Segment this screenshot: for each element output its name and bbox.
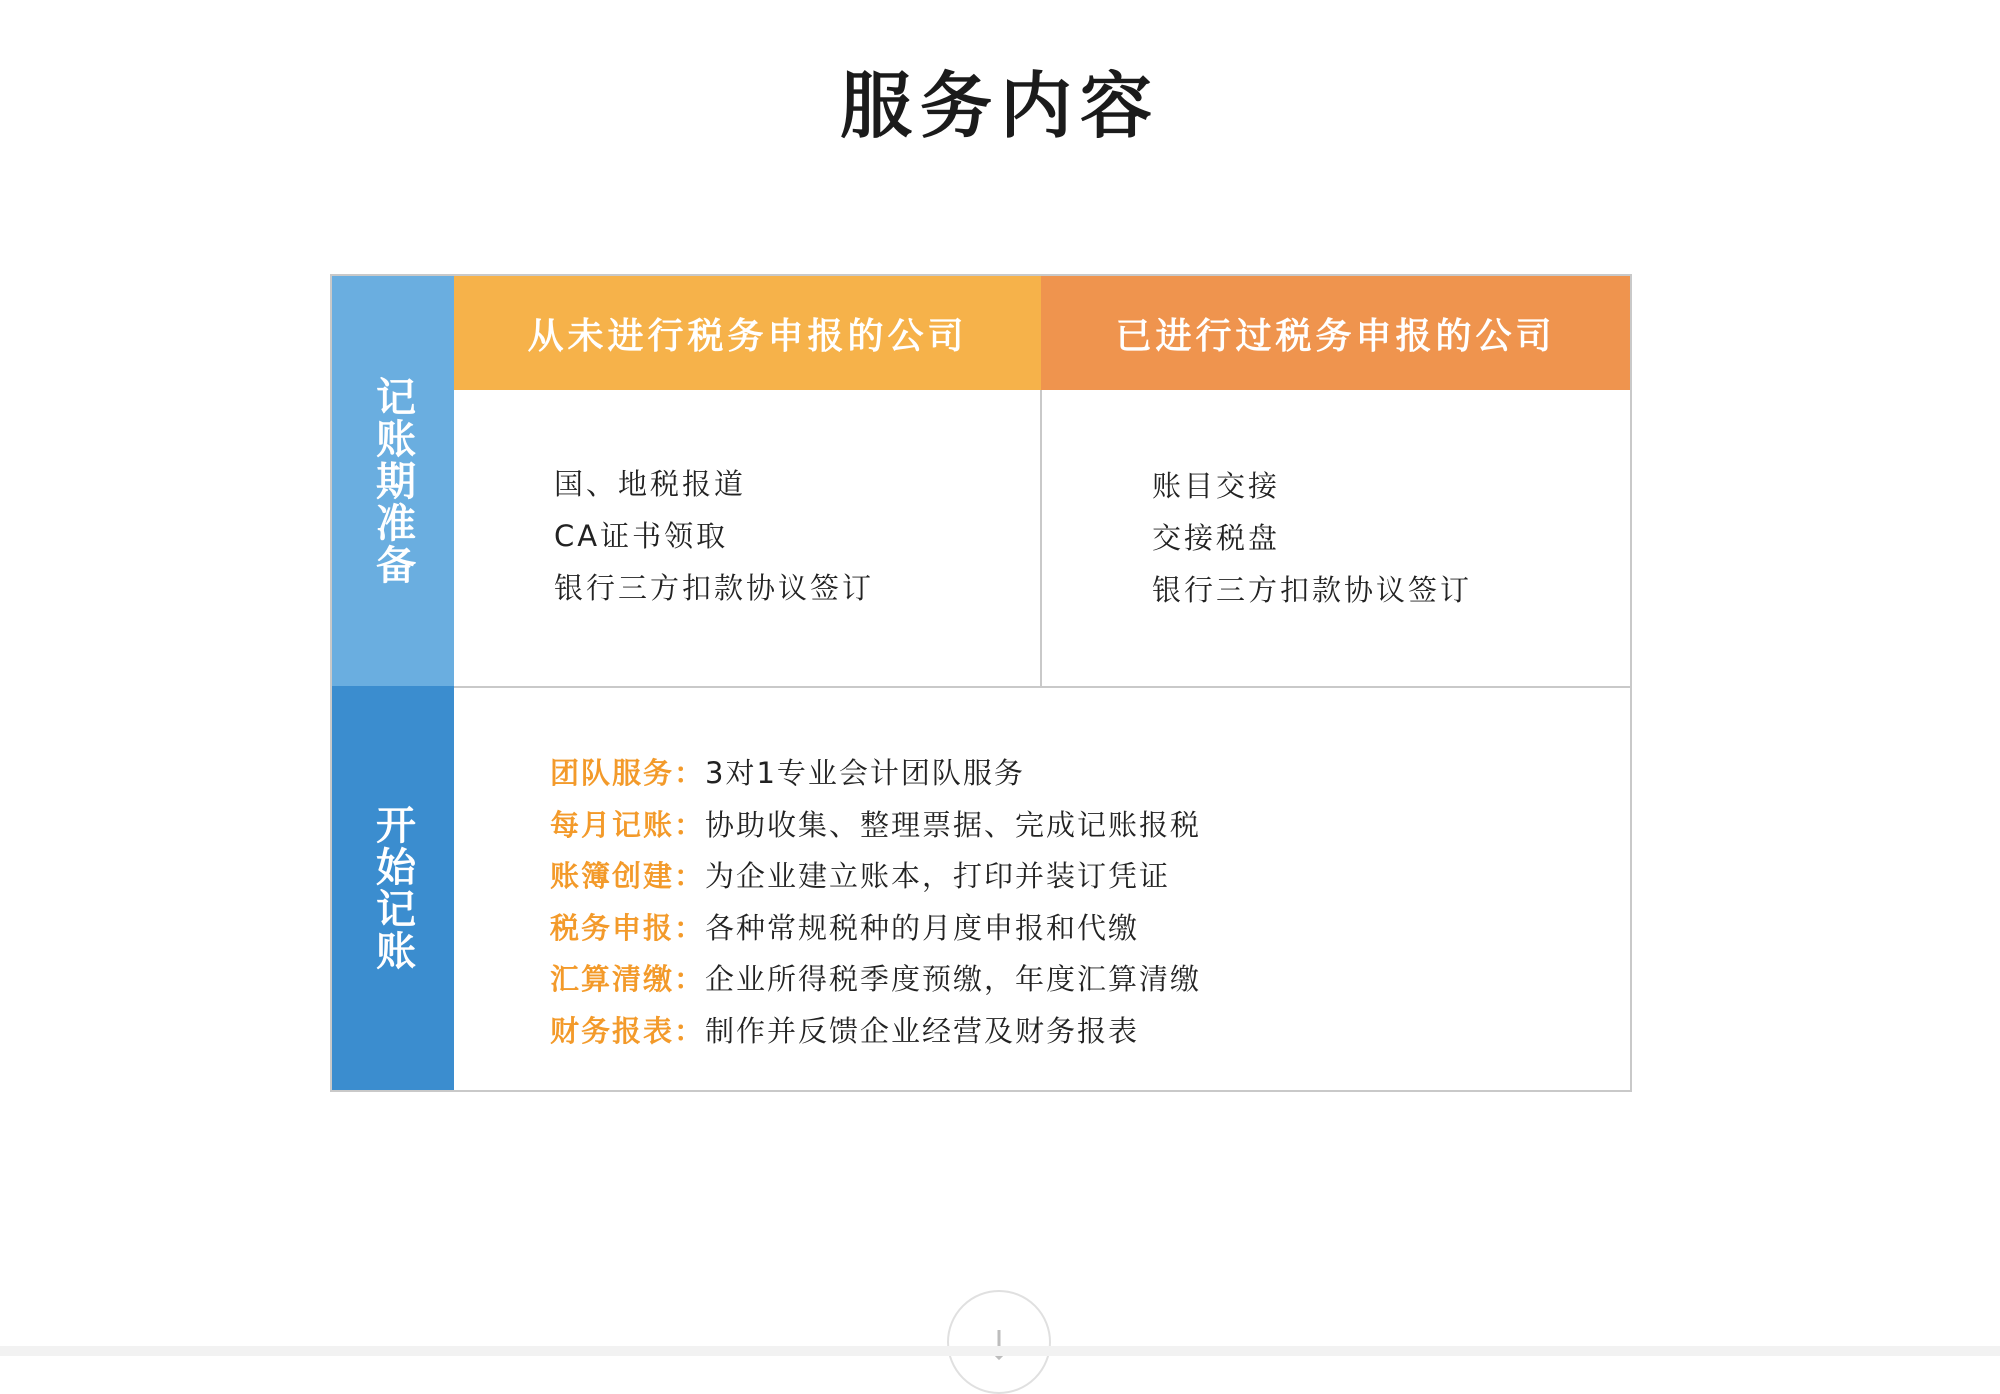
service-item bbox=[550, 1006, 1201, 1058]
arrow-down-icon bbox=[984, 1328, 1014, 1362]
service-label: 每月记账： bbox=[550, 807, 706, 842]
list-item: 国、地税报道 bbox=[554, 467, 747, 501]
service-text: 3对1专业会计团队服务 bbox=[705, 756, 1025, 790]
list-item: 银行三方扣款协议签订 bbox=[554, 571, 875, 605]
service-label: 财务报表： bbox=[550, 1013, 706, 1048]
already-filed-list bbox=[1152, 460, 1472, 616]
side-label-preparation: 记账期准备 bbox=[332, 276, 454, 686]
cell-never-filed bbox=[454, 390, 1042, 686]
service-item bbox=[550, 748, 1201, 800]
service-item bbox=[550, 851, 1201, 903]
header-already-filed: 已进行过税务申报的公司 bbox=[1041, 276, 1630, 390]
page-title: 服务内容 bbox=[839, 64, 1160, 148]
page-bottom-bar bbox=[0, 1346, 2000, 1356]
scroll-down-button[interactable] bbox=[947, 1290, 1051, 1394]
service-label: 团队服务： bbox=[550, 756, 706, 790]
service-text: 协助收集、整理票据、完成记账报税 bbox=[705, 807, 1202, 842]
service-text: 企业所得税季度预缴，年度汇算清缴 bbox=[705, 962, 1202, 996]
side-label-start-bookkeeping: 开始记账 bbox=[332, 686, 454, 1090]
bookkeeping-services bbox=[454, 686, 1630, 1090]
service-text: 为企业建立账本，打印并装订凭证 bbox=[705, 859, 1171, 893]
service-label: 账簿创建： bbox=[550, 859, 706, 893]
service-item bbox=[550, 903, 1201, 955]
service-text: 各种常规税种的月度申报和代缴 bbox=[705, 910, 1140, 945]
list-item: 银行三方扣款协议签订 bbox=[1152, 573, 1473, 607]
list-item: 账目交接 bbox=[1152, 469, 1281, 503]
cell-already-filed bbox=[1042, 390, 1630, 686]
header-never-filed: 从未进行税务申报的公司 bbox=[454, 276, 1041, 390]
service-label: 汇算清缴： bbox=[550, 962, 706, 996]
services-list bbox=[550, 748, 1201, 1057]
service-label: 税务申报： bbox=[550, 910, 706, 945]
service-table bbox=[330, 274, 1632, 1092]
list-item: CA证书领取 bbox=[554, 519, 729, 553]
list-item: 交接税盘 bbox=[1152, 521, 1281, 555]
service-text: 制作并反馈企业经营及财务报表 bbox=[705, 1013, 1140, 1048]
service-item bbox=[550, 954, 1201, 1006]
never-filed-list bbox=[554, 458, 874, 614]
service-item bbox=[550, 800, 1201, 852]
